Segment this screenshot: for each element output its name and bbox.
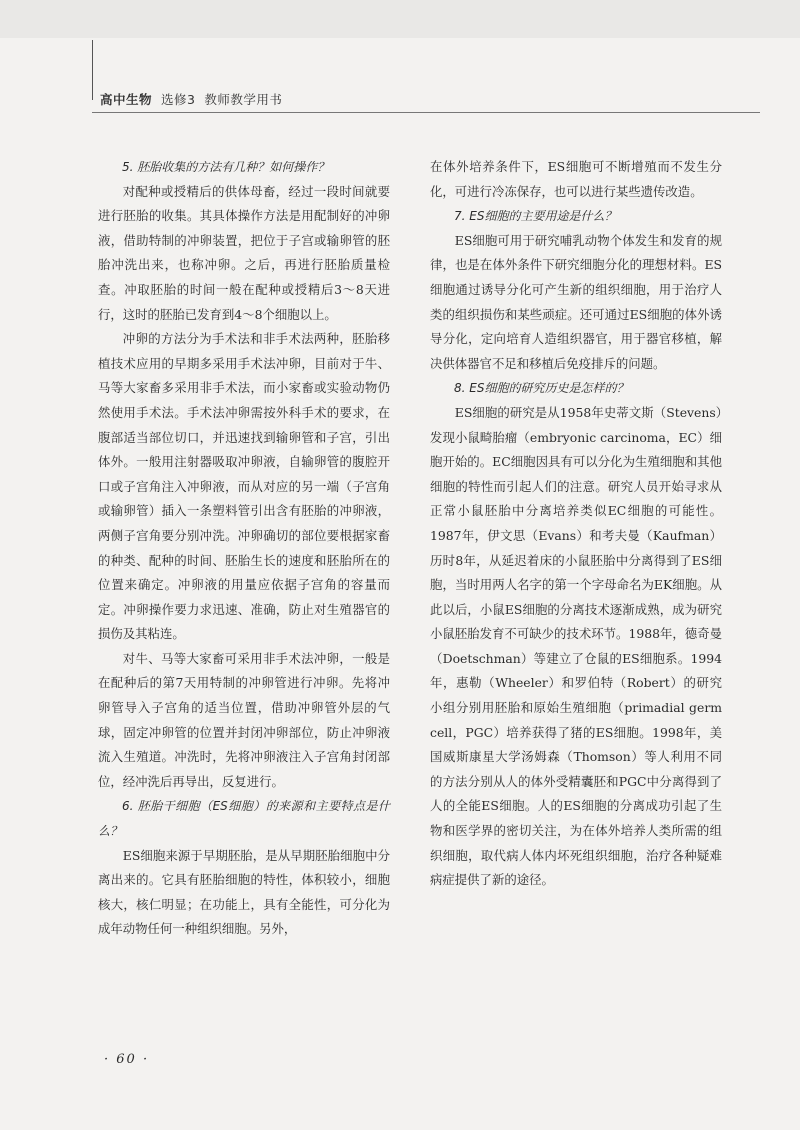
paragraph: 对配种或授精后的供体母畜，经过一段时间就要进行胚胎的收集。其具体操作方法是用配制好的冲卵液，借助特制的冲卵装置，把位于子宫或输卵管的胚胎冲洗出来，也称冲卵。之后，再进行胚胎质量检查。冲取胚胎的时间一般在配种或授精后3～8天进行，这时的胚胎已发育到4～8个细胞以上。 (98, 183, 390, 322)
page-number: · 60 · (104, 1052, 150, 1067)
header-horizontal-rule (92, 112, 760, 113)
paragraph: 对牛、马等大家畜可采用非手术法冲卵，一般是在配种后的第7天用特制的冲卵管进行冲卵。先将冲卵管导入子宫角的适当位置，借助冲卵管外层的气球，固定冲卵管的位置并封闭冲卵部位，防止冲卵液流入生殖道。冲洗时，先将冲卵液注入子宫角封闭部位，经冲洗后再导出，反复进行。 (98, 650, 390, 789)
question-heading: 6. 胚胎干细胞（ES细胞）的来源和主要特点是什么？ (98, 799, 390, 839)
left-column (98, 155, 390, 942)
header-volume: 选修3 (160, 92, 196, 107)
question-heading: 5. 胚胎收集的方法有几种？如何操作？ (122, 160, 330, 174)
paragraph: ES细胞可用于研究哺乳动物个体发生和发育的规律，也是在体外条件下研究细胞分化的理想材料。ES细胞通过诱导分化可产生新的组织细胞，用于治疗人类的组织损伤和某些顽症。还可通过ES细胞的体外诱导分化，定向培育人造组织器官，用于器官移植，解决供体器官不足和移植后免疫排斥的问题。 (430, 232, 722, 371)
header-subject: 高中生物 (100, 92, 153, 107)
question-heading: 7. ES细胞的主要用途是什么？ (454, 209, 617, 224)
right-column (430, 155, 722, 893)
paragraph: ES细胞的研究是从1958年史蒂文斯（Stevens）发现小鼠畸胎瘤（embryonic carcinoma，EC）细胞开始的。EC细胞因具有可以分化为生殖细胞和其他细胞的特性而引起人们的注意。研究人员开始寻求从正常小鼠胚胎中分离培养类似EC细胞的可能性。1987年，伊文思（Evans）和考夫曼（Kaufman）历时8年，从延迟着床的小鼠胚胎中分离得到了ES细胞，当时用两人名字的第一个字母命名为EK细胞。从此以后，小鼠ES细胞的分离技术逐渐成熟，成为研究小鼠胚胎发育不可缺少的技术环节。1988年，德奇曼（Doetschman）等建立了仓鼠的ES细胞系。1994年，惠勒（Wheeler）和罗伯特（Robert）的研究小组分别用胚胎和原始生殖细胞（primadial germ cell，PGC）培养获得了猪的ES细胞。1998年，美国威斯康星大学汤姆森（Thomson）等人利用不同的方法分别从人的体外受精囊胚和PGC中分离得到了人的全能ES细胞。人的ES细胞的分离成功引起了生物和医学界的密切关注，为在体外培养人类所需的组织细胞，取代病人体内坏死组织细胞，治疗各种疑难病症提供了新的途径。 (430, 404, 722, 888)
paragraph-continued: 在体外培养条件下，ES细胞可不断增殖而不发生分化，可进行冷冻保存，也可以进行某些遗传改造。 (430, 159, 722, 199)
question-heading: 8. ES细胞的研究历史是怎样的？ (454, 381, 629, 396)
paragraph: ES细胞来源于早期胚胎，是从早期胚胎细胞中分离出来的。它具有胚胎细胞的特性，体积较小，细胞核大，核仁明显；在功能上，具有全能性，可分化为成年动物任何一种组织细胞。另外， (98, 847, 390, 937)
header-vertical-rule (92, 40, 93, 100)
header-book-type: 教师教学用书 (204, 92, 283, 107)
paragraph: 冲卵的方法分为手术法和非手术法两种，胚胎移植技术应用的早期多采用手术法冲卵，目前对于牛、马等大家畜多采用非手术法，而小家畜或实验动物仍然使用手术法。手术法冲卵需按外科手术的要求，在腹部适当部位切口，并迅速找到输卵管和子宫，引出体外。一般用注射器吸取冲卵液，自输卵管的腹腔开口或子宫角注入冲卵液，而从对应的另一端（子宫角或输卵管）插入一条塑料管引出含有胚胎的冲卵液，两侧子宫角要分别冲洗。冲卵确切的部位要根据家畜的种类、配种的时间、胚胎生长的速度和胚胎所在的位置来确定。冲卵液的用量应依据子宫角的容量而定。冲卵操作要力求迅速、准确，防止对生殖器官的损伤及其粘连。 (98, 331, 390, 642)
running-header (100, 90, 282, 108)
